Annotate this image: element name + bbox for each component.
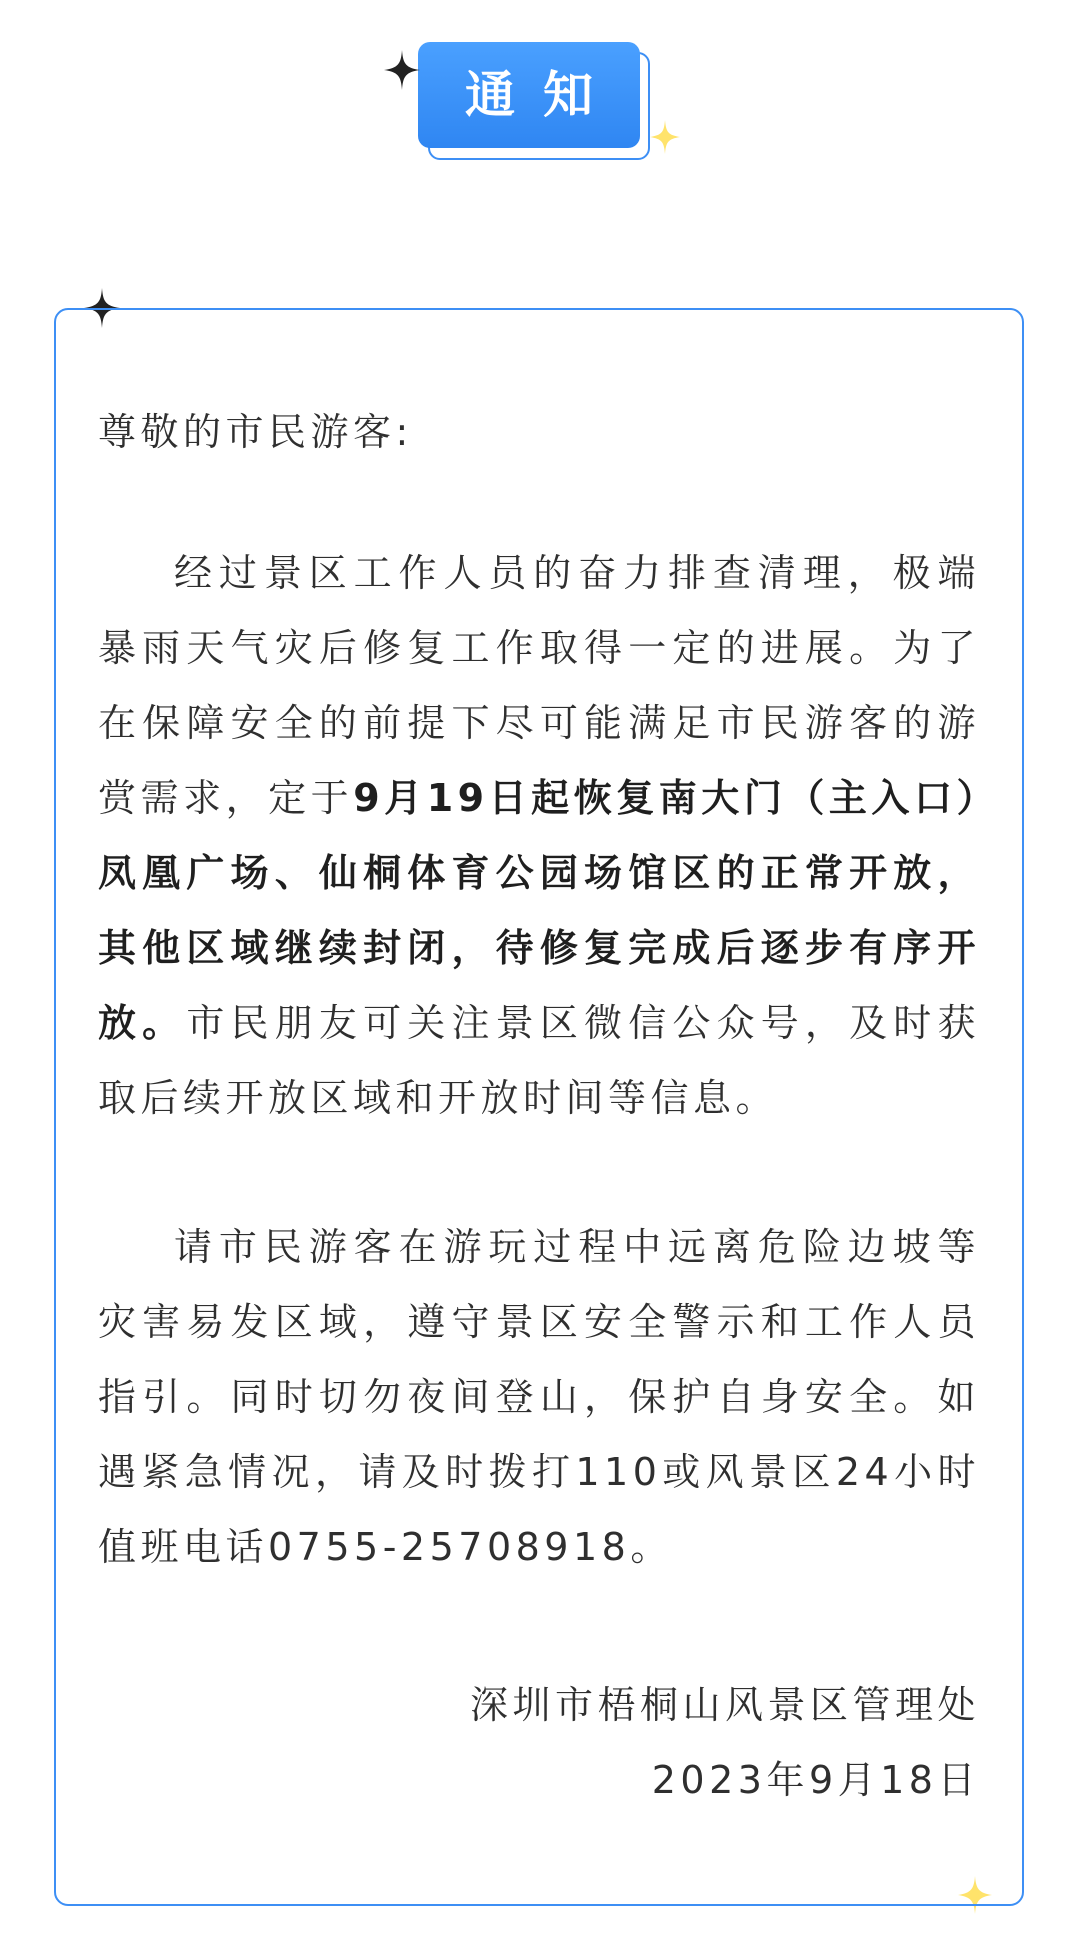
notice-body [98, 395, 980, 1585]
signature-org: 深圳市梧桐山风景区管理处 [469, 1683, 980, 1727]
greeting: 尊敬的市民游客: [98, 410, 413, 454]
yellow-sparkle-icon [650, 120, 680, 154]
paragraph-reopening-tail: 市民朋友可关注景区微信公众号，及时获取后续开放区域和开放时间等信息。 [98, 1001, 980, 1120]
paragraph-reopening-highlight: 9月19日起恢复南大门（主入口）凤凰广场、仙桐体育公园场馆区的正常开放，其他区域继续封闭，待修复完成后逐步有序开放。 [98, 776, 980, 1045]
paragraph-reopening-lead: 经过景区工作人员的奋力排查清理，极端暴雨天气灾后修复工作取得一定的进展。为了在保障安全的前提下尽可能满足市民游客的游赏需求，定于 [98, 551, 980, 820]
paragraph-reopening [98, 536, 980, 1136]
paragraph-safety: 请市民游客在游玩过程中远离危险边坡等灾害易发区域，遵守景区安全警示和工作人员指引。同时切勿夜间登山，保护自身安全。如遇紧急情况，请及时拨打110或风景区24小时值班电话0755-25708918。 [98, 1225, 980, 1569]
title-badge [418, 42, 640, 148]
page-title: 通知 [465, 66, 621, 124]
signature-block [470, 1668, 980, 1818]
dark-sparkle-icon [384, 50, 420, 90]
signature-date: 2023年9月18日 [651, 1758, 980, 1802]
